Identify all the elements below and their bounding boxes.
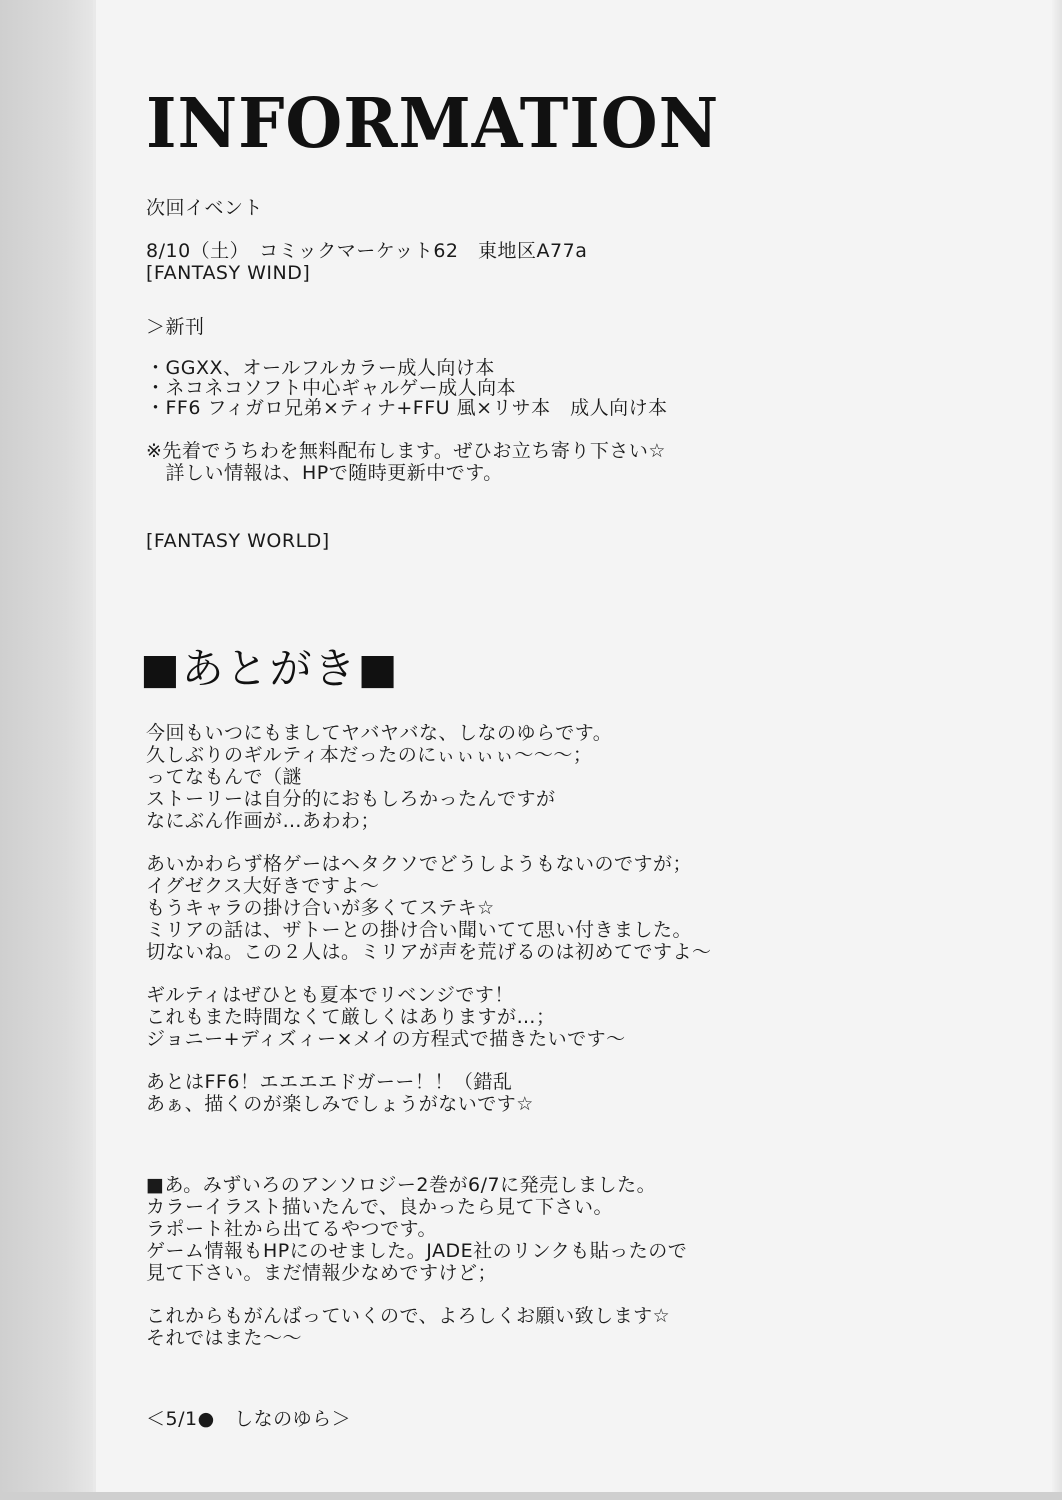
afterword-line: 久しぶりのギルティ本だったのにぃぃぃぃ～～～； <box>146 744 593 766</box>
afterword-line: ギルティはぜひとも夏本でリベンジです！ <box>146 984 514 1006</box>
event-label: 次回イベント <box>146 197 264 219</box>
new-release-item: ・ネコネコソフト中心ギャルゲー成人向本 <box>146 377 517 399</box>
page-gutter-shadow <box>0 0 93 1500</box>
afterword-line: 見て下さい。まだ情報少なめですけど； <box>146 1262 498 1284</box>
afterword-line: ジョニー+ディズィー×メイの方程式で描きたいです～ <box>146 1028 626 1050</box>
page-title: INFORMATION <box>146 84 720 164</box>
afterword-line: あぁ、描くのが楽しみでしょうがないです☆ <box>146 1093 534 1115</box>
page-bottom-edge <box>0 1492 1062 1500</box>
hp-update-note: 詳しい情報は、HPで随時更新中です。 <box>146 462 503 484</box>
event-circle-name: [FANTASY WIND] <box>146 262 311 284</box>
afterword-line: イグゼクス大好きですよ～ <box>146 875 380 897</box>
afterword-line: もうキャラの掛け合いが多くてステキ☆ <box>146 897 495 919</box>
afterword-line: 切ないね。この２人は。ミリアが声を荒げるのは初めてですよ～ <box>146 941 712 963</box>
afterword-line: あとはFF6！エエエエドガーー！！（錯乱 <box>146 1071 513 1093</box>
afterword-line: ゲーム情報もHPにのせました。JADE社のリンクも貼ったので <box>146 1240 688 1262</box>
page-gutter-edge <box>93 0 96 1500</box>
afterword-line: ストーリーは自分的におもしろかったんですが <box>146 788 556 810</box>
afterword-line: ミリアの話は、ザトーとの掛け合い聞いてて思い付きました。 <box>146 919 693 941</box>
afterword-line: ってなもんで（謎 <box>146 766 303 788</box>
afterword-line: あいかわらず格ゲーはヘタクソでどうしようもないのですが； <box>146 853 693 875</box>
new-release-label: ＞新刊 <box>146 316 205 338</box>
afterword-line: なにぶん作画が…あわわ； <box>146 810 381 832</box>
afterword-heading: ■あとがき■ <box>140 644 400 693</box>
new-release-item: ・GGXX、オールフルカラー成人向け本 <box>146 357 495 379</box>
afterword-line: これからもがんばっていくので、よろしくお願い致します☆ <box>146 1305 671 1327</box>
page-right-edge <box>1052 0 1062 1500</box>
afterword-line: これもまた時間なくて厳しくはありますが…； <box>146 1006 556 1028</box>
event-date-line: 8/10（土） コミックマーケット62 東地区A77a <box>146 240 588 262</box>
new-release-item: ・FF6 フィガロ兄弟×ティナ+FFU 風×リサ本 成人向け本 <box>146 397 668 419</box>
afterword-line: カラーイラスト描いたんで、良かったら見て下さい。 <box>146 1196 614 1218</box>
world-circle-name: [FANTASY WORLD] <box>146 530 330 552</box>
afterword-line: 今回もいつにもましてヤバヤバな、しなのゆらです。 <box>146 722 613 744</box>
afterword-line: ラポート社から出てるやつです。 <box>146 1218 437 1240</box>
signature: ＜5/1● しなのゆら＞ <box>146 1408 352 1430</box>
distribution-note: ※先着でうちわを無料配布します。ぜひお立ち寄り下さい☆ <box>146 440 666 462</box>
afterword-line: ■あ。みずいろのアンソロジー2巻が6/7に発売しました。 <box>146 1174 657 1196</box>
afterword-line: それではまた～～ <box>146 1327 303 1349</box>
